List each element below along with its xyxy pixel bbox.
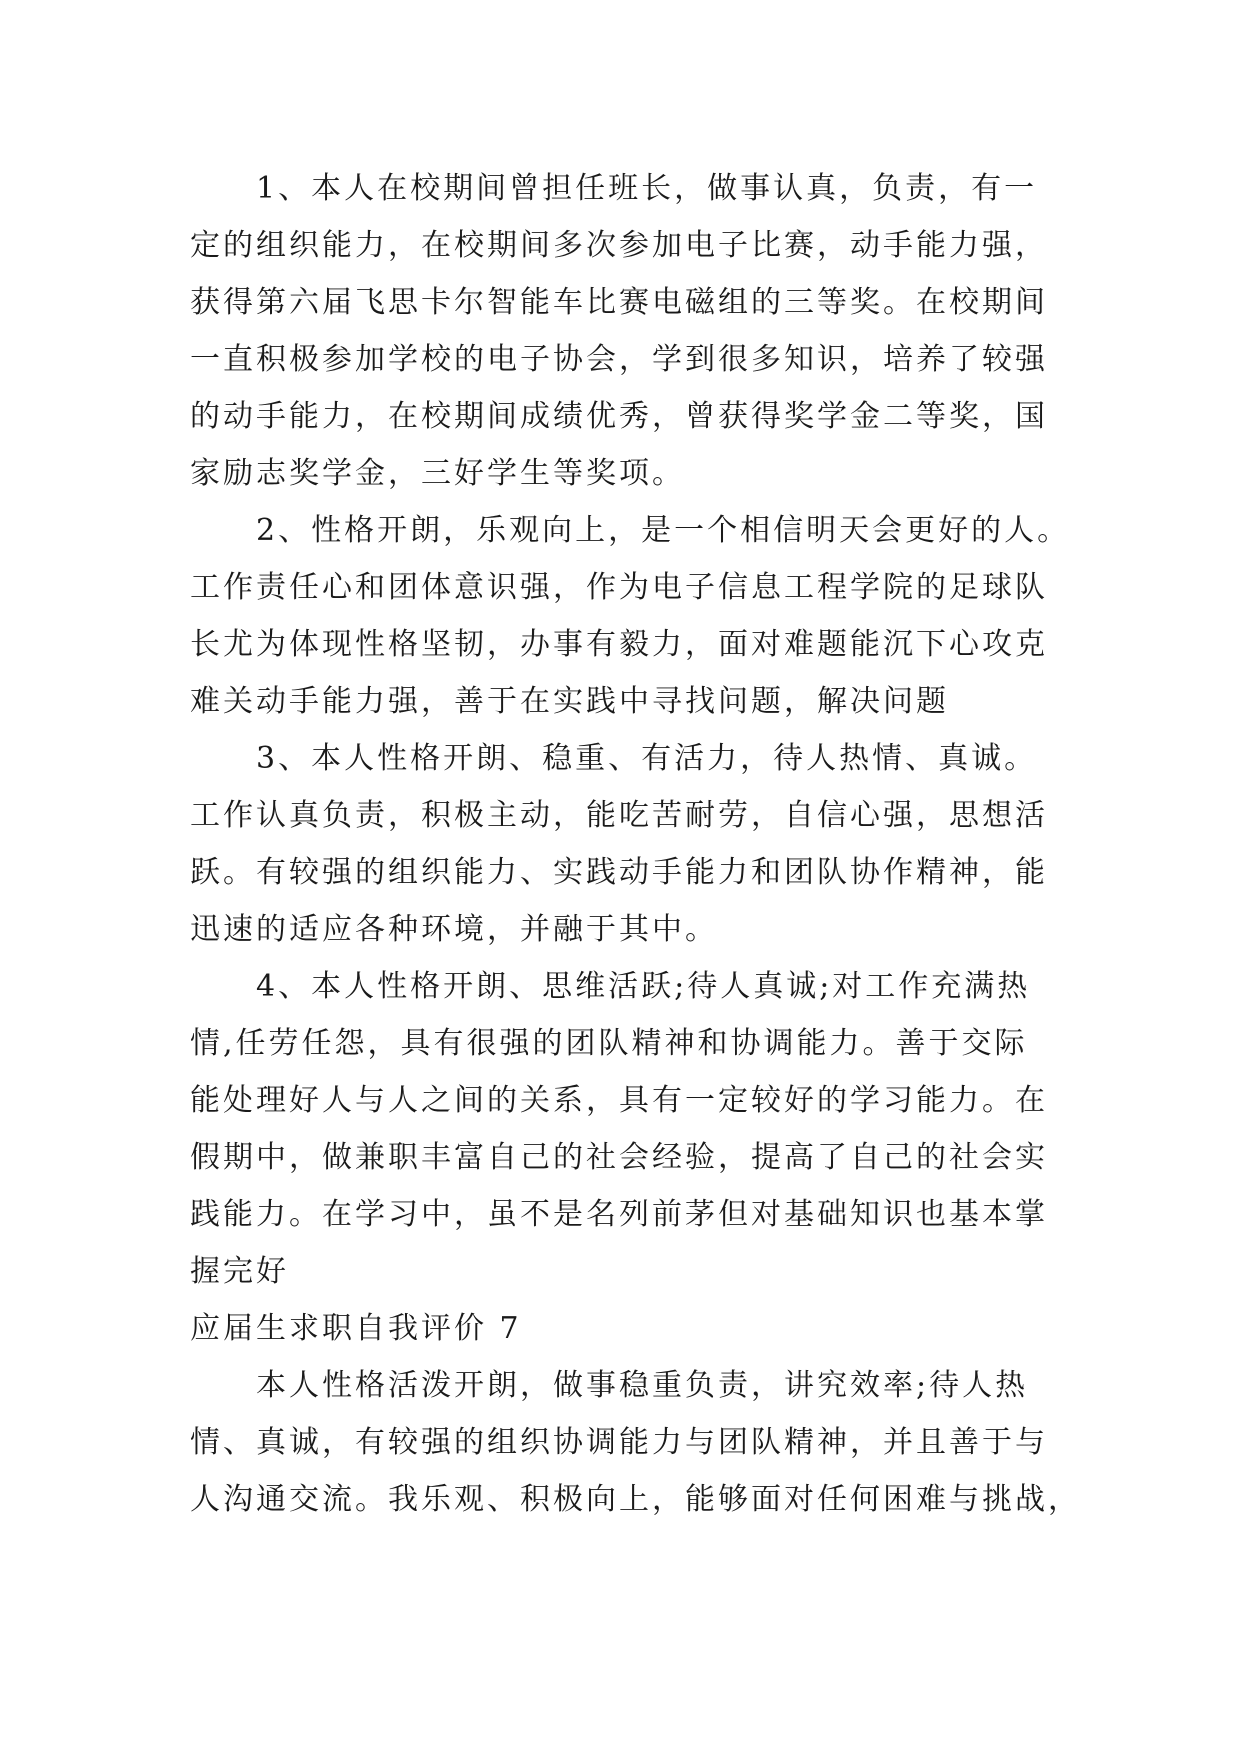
text-line: 定的组织能力，在校期间多次参加电子比赛，动手能力强， bbox=[190, 228, 1048, 263]
document-body bbox=[190, 160, 1081, 1528]
text-line: 假期中，做兼职丰富自己的社会经验，提高了自己的社会实 bbox=[190, 1140, 1048, 1175]
paragraph-final bbox=[190, 1357, 1081, 1528]
text-line: 握完好 bbox=[190, 1254, 289, 1289]
text-line: 情,任劳任怨，具有很强的团队精神和协调能力。善于交际 bbox=[190, 1026, 1028, 1061]
text-line: 跃。有较强的组织能力、实践动手能力和团队协作精神，能 bbox=[190, 855, 1048, 890]
text-line: 2、性格开朗，乐观向上，是一个相信明天会更好的人。 bbox=[256, 513, 1071, 548]
text-line: 家励志奖学金，三好学生等奖项。 bbox=[190, 456, 685, 491]
text-line: 工作责任心和团体意识强，作为电子信息工程学院的足球队 bbox=[190, 570, 1048, 605]
text-line: 3、本人性格开朗、稳重、有活力，待人热情、真诚。 bbox=[256, 741, 1038, 776]
text-line: 4、本人性格开朗、思维活跃;待人真诚;对工作充满热 bbox=[256, 969, 1031, 1004]
text-line: 践能力。在学习中，虽不是名列前茅但对基础知识也基本掌 bbox=[190, 1197, 1048, 1232]
text-line: 的动手能力，在校期间成绩优秀，曾获得奖学金二等奖，国 bbox=[190, 399, 1048, 434]
text-line: 难关动手能力强，善于在实践中寻找问题，解决问题 bbox=[190, 684, 949, 719]
text-line: 一直积极参加学校的电子协会，学到很多知识，培养了较强 bbox=[190, 342, 1048, 377]
paragraph-4 bbox=[190, 958, 1070, 1300]
text-line: 获得第六届飞思卡尔智能车比赛电磁组的三等奖。在校期间 bbox=[190, 285, 1048, 320]
paragraph-1 bbox=[190, 160, 1070, 502]
paragraph-3 bbox=[190, 730, 1070, 958]
text-line: 长尤为体现性格坚韧，办事有毅力，面对难题能沉下心攻克 bbox=[190, 627, 1048, 662]
paragraph-2 bbox=[190, 502, 1070, 730]
text-line: 情、真诚，有较强的组织协调能力与团队精神，并且善于与 bbox=[190, 1425, 1048, 1460]
text-line: 1、本人在校期间曾担任班长，做事认真，负责，有一 bbox=[256, 171, 1038, 206]
section-heading: 应届生求职自我评价 7 bbox=[190, 1311, 522, 1346]
text-line: 人沟通交流。我乐观、积极向上，能够面对任何困难与挑战， bbox=[190, 1482, 1081, 1517]
text-line: 迅速的适应各种环境，并融于其中。 bbox=[190, 912, 718, 947]
text-line: 工作认真负责，积极主动，能吃苦耐劳，自信心强，思想活 bbox=[190, 798, 1048, 833]
text-line: 能处理好人与人之间的关系，具有一定较好的学习能力。在 bbox=[190, 1083, 1048, 1118]
text-line: 本人性格活泼开朗，做事稳重负责，讲究效率;待人热 bbox=[256, 1368, 1029, 1403]
